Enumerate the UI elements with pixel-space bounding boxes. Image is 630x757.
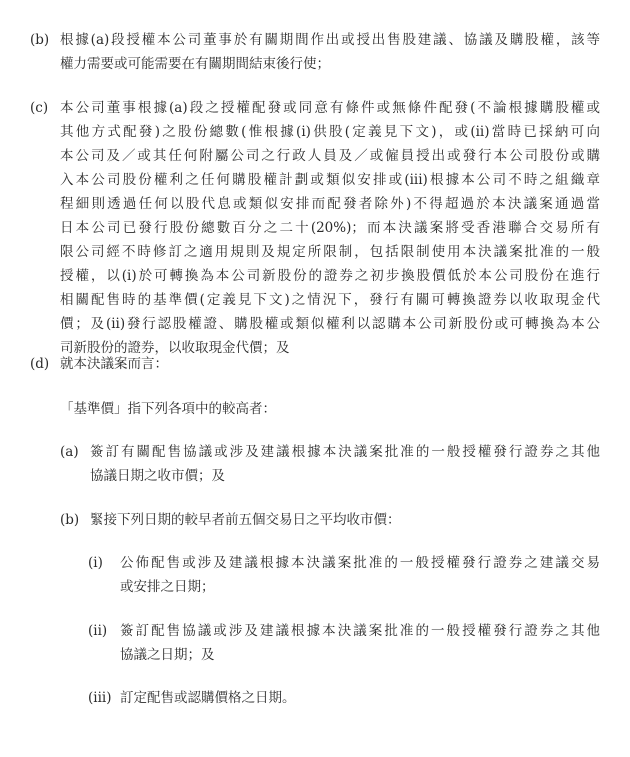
paragraph-marker: (c) — [30, 100, 49, 116]
paragraph-c — [30, 96, 600, 360]
text-line: 本公司及／或其任何附屬公司之行政人員及／或僱員授出或發行本公司股份或購 — [60, 148, 600, 164]
text-line: 簽訂配售協議或涉及建議根據本決議案批准的一般授權發行證券之其他 — [120, 623, 600, 639]
roman-item-marker: (ii) — [88, 623, 108, 639]
text-line: 相關配售時的基準價(定義見下文)之情況下，發行有關可轉換證券以收取現金代 — [60, 292, 600, 308]
text-line: 協議日期之收市價；及 — [90, 468, 225, 484]
roman-item-marker: (iii) — [88, 690, 112, 706]
text-line: 程細則透過任何以股代息或類似安排而配發者除外)不得超過於本決議案通過當 — [60, 196, 600, 212]
text-line: 公佈配售或涉及建議根據本決議案批准的一般授權發行證券之建議交易 — [120, 555, 600, 571]
paragraph-marker: (d) — [30, 356, 50, 372]
paragraph-d — [30, 352, 600, 376]
base-price-item-ii — [88, 619, 600, 667]
text-line: 司新股份的證券，以收取現金代價；及 — [60, 340, 290, 356]
text-line: 訂定配售或認購價格之日期。 — [120, 690, 296, 706]
base-price-definition-intro: 「基準價」指下列各項中的較高者： — [60, 401, 276, 417]
text-line: 緊接下列日期的較早者前五個交易日之平均收市價： — [90, 512, 401, 528]
text-line: 入本公司股份權利之任何購股權計劃或類似安排或(iii)根據本公司不時之組織章 — [60, 172, 600, 188]
base-price-item-a — [60, 440, 600, 488]
text-line: 本公司董事根據(a)段之授權配發或同意有條件或無條件配發(不論根據購股權或 — [60, 100, 600, 116]
base-price-item-b — [60, 508, 600, 532]
roman-item-marker: (i) — [88, 555, 103, 571]
text-line: 根據(a)段授權本公司董事於有關期間作出或授出售股建議、協議及購股權，該等 — [60, 32, 600, 48]
text-line: 就本決議案而言： — [60, 356, 168, 372]
base-price-item-i — [88, 551, 600, 599]
text-line: 權力需要或可能需要在有關期間結束後行使； — [60, 56, 330, 72]
text-line: 日本公司已發行股份總數百分之二十(20%)；而本決議案將受香港聯合交易所有 — [60, 220, 600, 236]
text-line: 或安排之日期； — [120, 579, 215, 595]
paragraph-b — [30, 28, 600, 76]
sub-item-marker: (b) — [60, 512, 80, 528]
text-line: 其他方式配發)之股份總數(惟根據(i)供股(定義見下文)，或(ii)當時已採納可向 — [60, 124, 600, 140]
text-line: 授權，以(i)於可轉換為本公司新股份的證券之初步換股價低於本公司股份在進行 — [60, 268, 600, 284]
paragraph-marker: (b) — [30, 32, 50, 48]
text-line: 價；及(ii)發行認股權證、購股權或類似權利以認購本公司新股份或可轉換為本公 — [60, 316, 600, 332]
base-price-item-iii — [88, 686, 600, 710]
text-line: 簽訂有關配售協議或涉及建議根據本決議案批准的一般授權發行證券之其他 — [90, 444, 600, 460]
text-line: 協議之日期；及 — [120, 647, 215, 663]
text-line: 限公司經不時修訂之適用規則及規定所限制，包括限制使用本決議案批准的一般 — [60, 244, 600, 260]
sub-item-marker: (a) — [60, 444, 79, 460]
